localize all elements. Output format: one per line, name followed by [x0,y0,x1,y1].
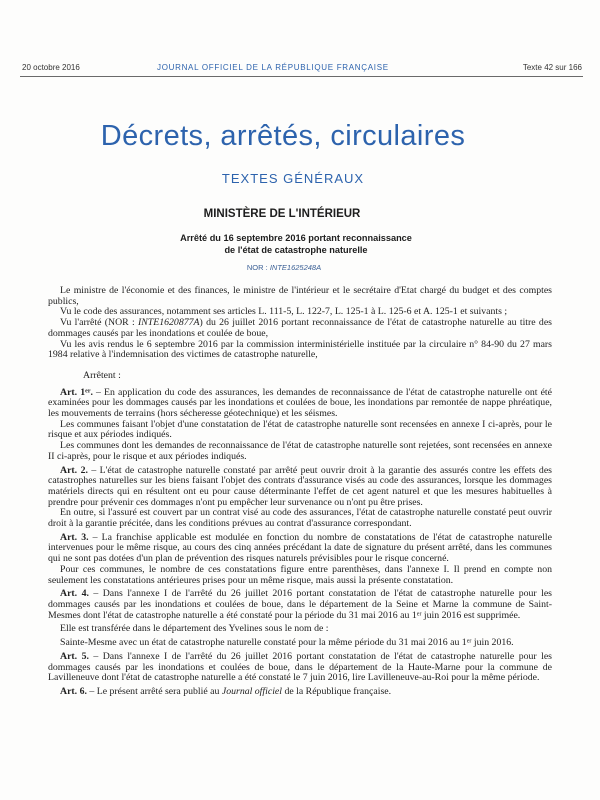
article-4-label: Art. 4. [60,588,89,600]
nor-label: NOR : [246,263,270,272]
act-title-line-2: de l'état de catastrophe naturelle [224,245,368,255]
header-journal-name: JOURNAL OFFICIEL DE LA RÉPUBLIQUE FRANÇAISE [157,63,389,72]
article-6-label: Art. 6. [60,685,87,697]
article-1-label [60,387,93,398]
article-1-num: Art. 1 [60,386,86,398]
article-5-text: – Dans l'annexe I de l'arrêté du 26 juillet 2016 portant constatation de l'état de catastrophe naturelle pour les dommages causés par les inondations et coulées de boue, dans le département de la Haute-Marne pour la commune de Lavilleneuve dont l'état de catastrophe naturelle a été constaté le 7 juin 2016, lire Lavilleneuve-au-Roi pour la même période. [48,650,552,684]
ministry-heading: MINISTÈRE DE L'INTÉRIEUR [203,208,361,220]
preamble-vu-arrete-before: Vu l'arrêté (NOR : [60,317,138,329]
header-date: 20 octobre 2016 [22,63,80,72]
article-2-text: – L'état de catastrophe naturelle constaté par arrêté peut ouvrir droit à la garantie des assurés contre les effets des catastrophes naturelles sur les biens faisant l'objet des contrats d'assurance visés au code des assurances, lorsque les dommages matériels directs qui en résultent ont eu pour cause déterminante l'effet de cet agent naturel et que les mesures habituelles à prendre pour prévenir ces dommages n'ont pu empêcher leur survenance ou n'ont pu être prises. [48,464,552,508]
preamble-ministers: Le ministre de l'économie et des finances, le ministre de l'intérieur et le secrétaire d'Etat chargé du budget et des comptes publics, [48,285,552,307]
page-title: Décrets, arrêtés, circulaires [100,120,466,152]
preamble-vu-arrete-nor: INTE1620877A [138,317,200,329]
article-1-paragraph-3: Les communes dont les demandes de reconnaissance de l'état de catastrophe naturelle sont rejetées, sont recensées en annexe II ci-après, pour le risque et aux périodes indiqués. [48,440,552,462]
article-6-text-before: – Le présent arrêté sera publié au [86,685,222,697]
article-4-sup: er [416,610,422,617]
preamble-vu-avis: Vu les avis rendus le 6 septembre 2016 par la commission interministérielle instituée par la circulaire n° 84-90 du 27 mars 1984 relative à l'indemnisation des victimes de catastrophe naturelle, [48,338,552,361]
article-6 [48,687,552,698]
section-heading: TEXTES GÉNÉRAUX [221,171,365,186]
article-1-text: – En application du code des assurances, les demandes de reconnaissance de l'état de catastrophe naturelle ont été examinées pour les dommages causés par les inondations et coulées de boue, les inondations par remontée de nappe phréatique, les mouvements de terrains (hors sécheresse géotechnique) et les séismes. [48,386,552,420]
arretent-heading: Arrêtent : [83,369,121,381]
nor-code: INTE1625248A [269,263,322,272]
article-4-text-before: – Dans l'annexe I de l'arrêté du 26 juillet 2016 portant constatation de l'état de catastrophe naturelle pour les dommages causés par les inondations et coulées de boue, dans le département de la Seine et Marne la commune de Saint-Mesmes dont l'état de catastrophe naturelle a été constaté pour la période du 31 mai 2016 au 1 [48,588,552,621]
article-2-paragraph-2: En outre, si l'assuré est couvert par un contrat visé au code des assurances, l'état de catastrophe naturelle constaté peut ouvrir droit à la garantie précitée, dans les conditions prévues au contrat d'assurance correspondant. [48,507,552,530]
article-6-journal-name: Journal officiel [221,685,282,697]
preamble-vu-arrete [48,318,552,339]
header-text-number: Texte 42 sur 166 [522,63,582,72]
document-body [48,286,552,698]
article-4-paragraph-2: Elle est transférée dans le département des Yvelines sous le nom de : [60,623,329,635]
article-3 [48,533,552,565]
article-1-paragraph-2: Les communes faisant l'objet d'une constatation de l'état de catastrophe naturelle sont recensées en annexe I ci-après, pour le risque et aux périodes indiqués. [48,418,552,441]
article-3-text: – La franchise applicable est modulée en fonction du nombre de constatations de l'état de catastrophe naturelle intervenues pour le même risque, au cours des cinq années précédant la date de signature du présent arrêté, dans les communes qui ne sont pas dotées d'un plan de prévention des risques naturels prévisibles pour le risque concerné. [48,531,553,565]
article-1 [48,388,552,420]
article-4-paragraph-3 [48,638,552,649]
article-5-label: Art. 5. [60,650,89,662]
article-4-p3-sup: er [466,638,472,645]
article-2 [48,466,552,509]
article-4-p3-after: juin 2016. [471,637,514,649]
act-title [0,232,592,256]
article-1-num-end: . [90,386,93,398]
nor-reference [0,263,568,273]
article-4-p3-before: Sainte-Mesme avec un état de catastrophe naturelle constaté pour la même période du 31 mai 2016 au 1 [60,637,467,649]
preamble-vu-arrete-after: ) du 26 juillet 2016 portant reconnaissance de l'état de catastrophe naturelle au titre des dommages causés par les inondations et coulée de boue, [48,317,552,339]
article-3-label: Art. 3. [60,531,89,543]
preamble-vu-code: Vu le code des assurances, notamment ses articles L. 111-5, L. 122-7, L. 125-1 à L. 125-6 et A. 125-1 et suivants ; [60,306,508,318]
article-5 [48,652,552,684]
article-4-text-after: juin 2016 est supprimée. [421,609,521,621]
article-4 [48,589,552,621]
act-title-line-1: Arrêté du 16 septembre 2016 portant reconnaissance [180,233,412,243]
header-divider [20,76,583,77]
article-2-label: Art. 2. [60,464,88,476]
article-6-text-after: de la République française. [282,685,392,697]
article-1-num-sup: er [85,387,91,394]
article-3-paragraph-2: Pour ces communes, le nombre de ces constatations figure entre parenthèses, dans l'annexe I. Il prend en compte non seulement les constatations antérieures prises pour un même risque, mais aussi la présente constatation. [48,563,552,586]
